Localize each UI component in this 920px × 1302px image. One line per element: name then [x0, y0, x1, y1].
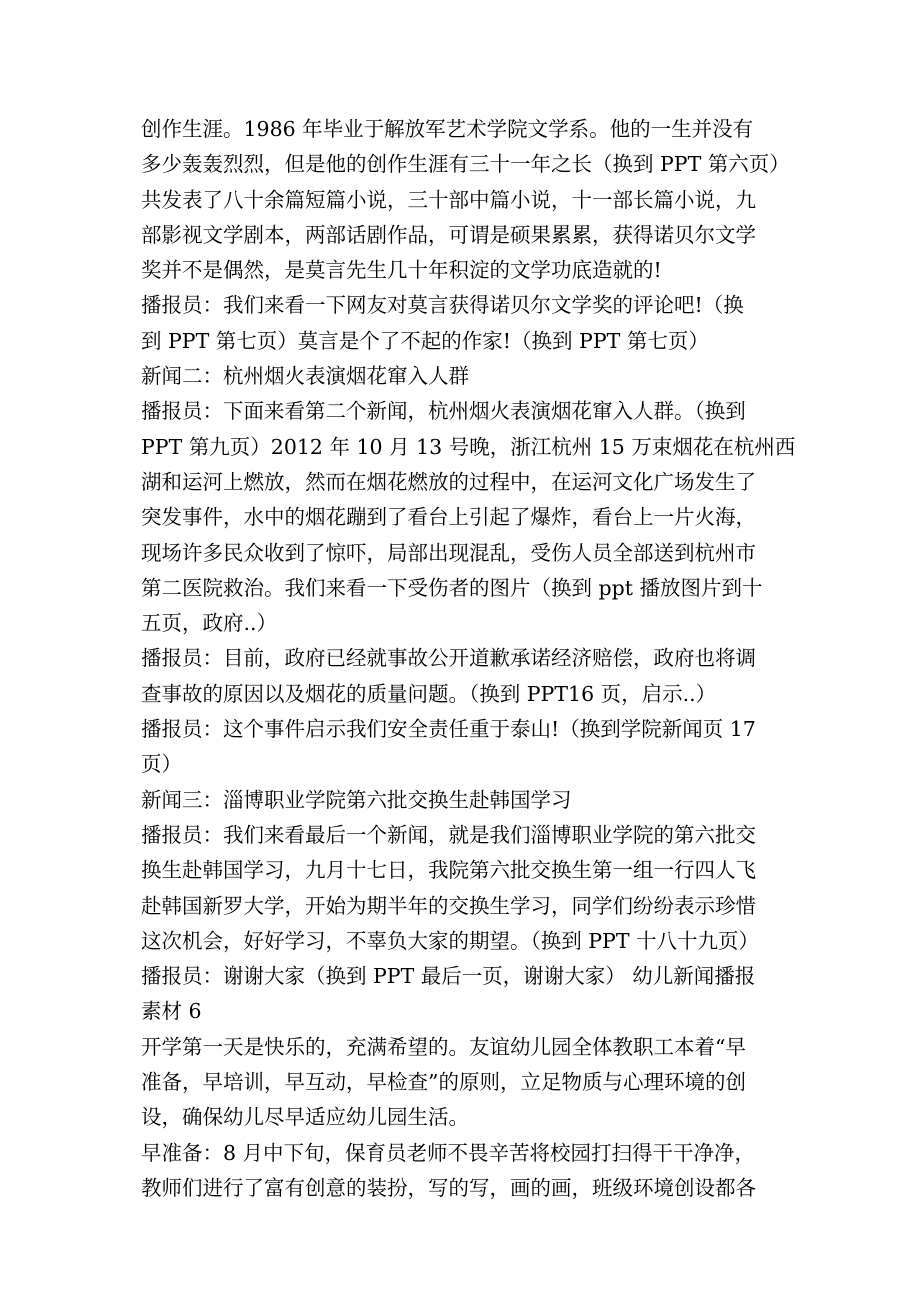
text-line: 突发事件，水中的烟花蹦到了看台上引起了爆炸，看台上一片火海， [141, 505, 756, 530]
text-line: 播报员：我们来看一下网友对莫言获得诺贝尔文学奖的评论吧!（换 [141, 293, 744, 318]
text-line: 这次机会，好好学习，不辜负大家的期望。（换到 PPT 十八十九页） [141, 928, 760, 953]
text-line: 页） [141, 752, 182, 777]
text-line: 第二医院救治。我们来看一下受伤者的图片（换到 ppt 播放图片到十 [141, 575, 763, 600]
text-line: 准备，早培训，早互动，早检查”的原则，立足物质与心理环境的创 [141, 1070, 746, 1095]
text-line: 创作生涯。1986 年毕业于解放军艺术学院文学系。他的一生并没有 [141, 117, 754, 141]
text-line: 现场许多民众收到了惊吓，局部出现混乱，受伤人员全部送到杭州市 [141, 540, 756, 565]
text-line: 素材 6 [141, 999, 202, 1024]
text-line: 播报员：下面来看第二个新闻，杭州烟火表演烟花窜入人群。（换到 [141, 399, 746, 424]
text-line: 开学第一天是快乐的，充满希望的。友谊幼儿园全体教职工本着“早 [141, 1034, 746, 1059]
text-line: 共发表了八十余篇短篇小说，三十部中篇小说，十一部长篇小说，九 [141, 187, 756, 212]
text-line: 播报员：目前，政府已经就事故公开道歉承诺经济赔偿，政府也将调 [141, 646, 756, 671]
text-line: 换生赴韩国学习，九月十七日，我院第六批交换生第一组一行四人飞 [141, 858, 756, 883]
text-line: 湖和运河上燃放，然而在烟花燃放的过程中，在运河文化广场发生了 [141, 469, 756, 494]
section-heading: 新闻二：杭州烟火表演烟花窜入人群 [141, 364, 469, 389]
text-line: 播报员：谢谢大家（换到 PPT 最后一页，谢谢大家） 幼儿新闻播报 [141, 964, 756, 989]
section-heading: 新闻三：淄博职业学院第六批交换生赴韩国学习 [141, 787, 572, 812]
text-line: 查事故的原因以及烟花的质量问题。（换到 PPT16 页，启示..） [141, 681, 717, 706]
document-body [141, 112, 796, 1206]
text-line: 设，确保幼儿尽早适应幼儿园生活。 [141, 1105, 469, 1130]
text-line: 多少轰轰烈烈，但是他的创作生涯有三十一年之长（换到 PPT 第六页） [141, 152, 790, 177]
text-line: 部影视文学剧本，两部话剧作品，可谓是硕果累累，获得诺贝尔文学 [141, 222, 756, 247]
text-line: 播报员：我们来看最后一个新闻，就是我们淄博职业学院的第六批交 [141, 822, 756, 847]
text-line: 播报员：这个事件启示我们安全责任重于泰山!（换到学院新闻页 17 [141, 717, 756, 742]
text-line: 到 PPT 第七页）莫言是个了不起的作家!（换到 PPT 第七页） [141, 328, 709, 353]
text-line: 奖并不是偶然，是莫言先生几十年积淀的文学功底造就的! [141, 258, 662, 283]
text-line: 五页，政府..） [141, 611, 278, 636]
text-line: 教师们进行了富有创意的装扮，写的写，画的画，班级环境创设都各 [141, 1175, 756, 1200]
text-line: 赴韩国新罗大学，开始为期半年的交换生学习，同学们纷纷表示珍惜 [141, 893, 756, 918]
text-line: 早准备：8 月中下旬，保育员老师不畏辛苦将校园打扫得干干净净， [141, 1140, 756, 1165]
text-line: PPT 第九页）2012 年 10 月 13 号晚，浙江杭州 15 万束烟花在杭州西 [141, 434, 796, 459]
